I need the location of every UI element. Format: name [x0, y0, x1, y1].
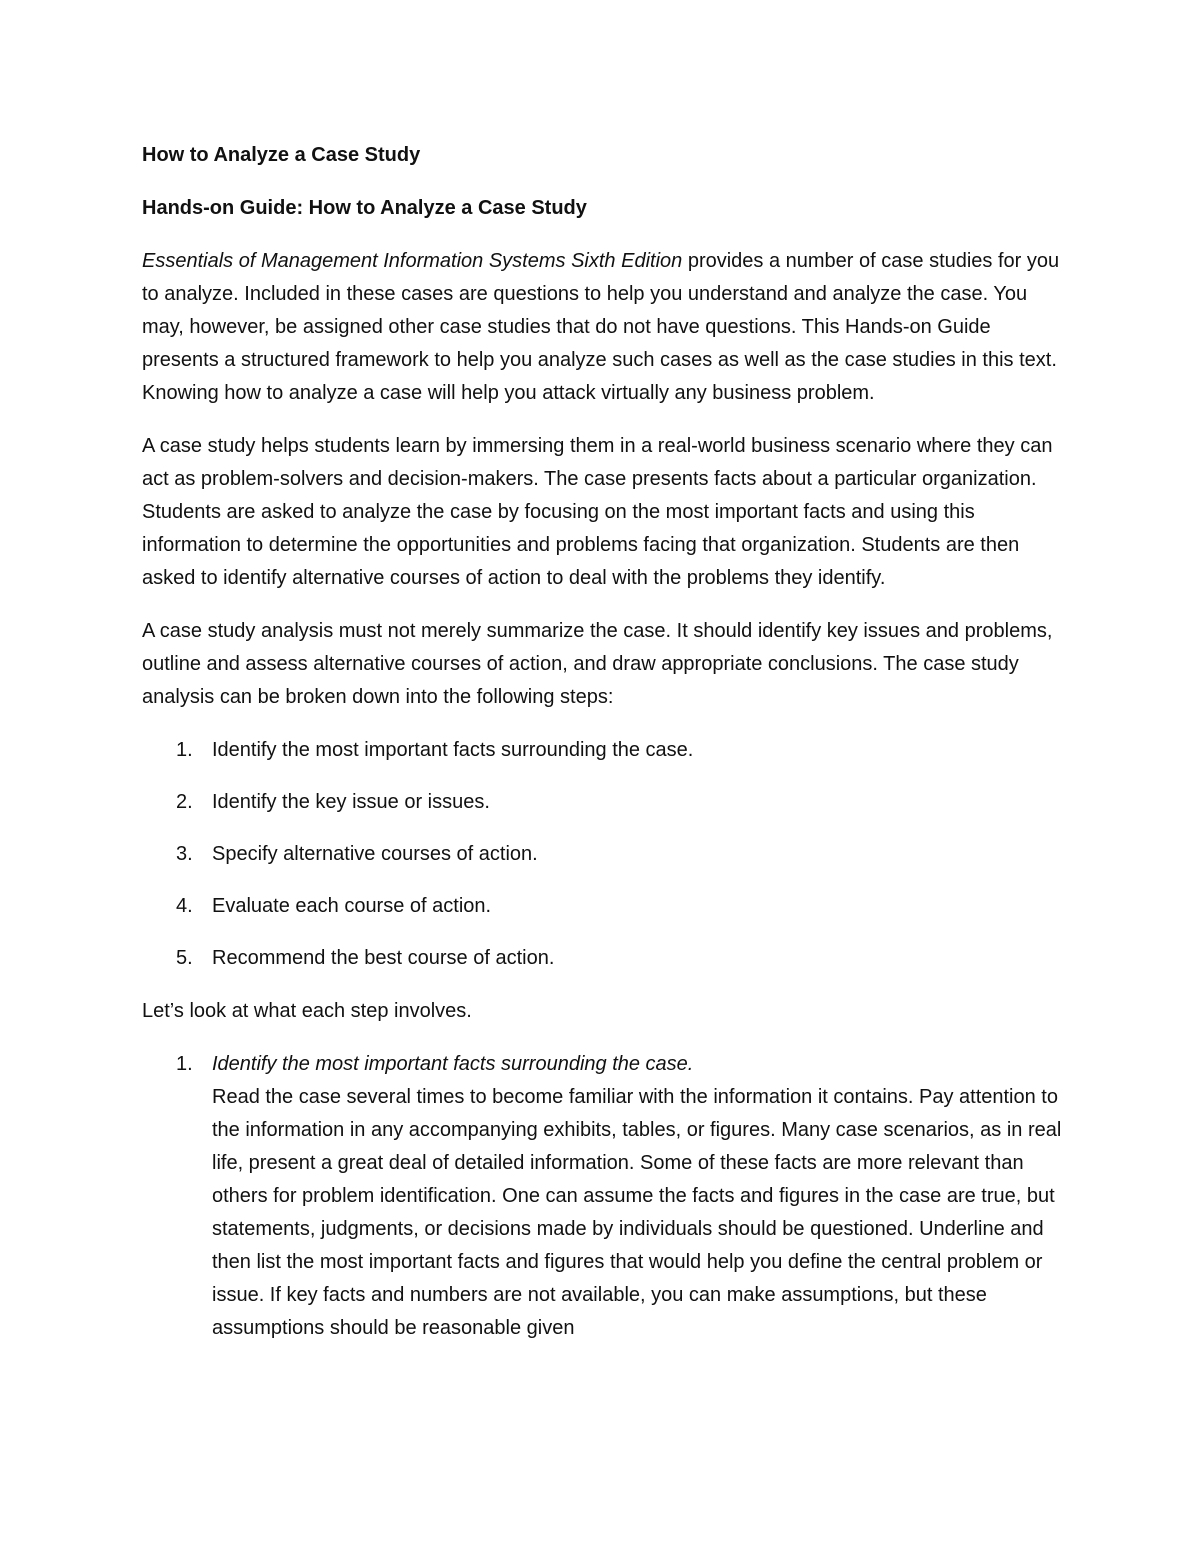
list-number: 5. — [176, 947, 193, 969]
list-number: 2. — [176, 791, 193, 813]
transition-paragraph: Let’s look at what each step involves. — [142, 1000, 472, 1022]
list-item — [142, 786, 1062, 819]
list-item — [142, 838, 1062, 871]
list-item-text: Identify the most important facts surrounding the case. — [212, 739, 694, 761]
list-number: 3. — [176, 843, 193, 865]
list-item — [142, 1048, 1062, 1345]
list-number: 4. — [176, 895, 193, 917]
list-item — [142, 942, 1062, 975]
page-subtitle: Hands-on Guide: How to Analyze a Case Study — [142, 197, 587, 219]
list-item-text: Identify the key issue or issues. — [212, 791, 490, 813]
intro-text: provides a number of case studies for you to analyze. Included in these cases are questions to help you understand and analyze the case. You may, however, be assigned other case studies that do not have questions. This Hands-on Guide presents a structured framework to help you analyze such cases as well as the case studies in this text. Knowing how to analyze a case will help you attack virtually any business problem. — [142, 250, 1060, 404]
list-item — [142, 734, 1062, 767]
document-content — [142, 139, 1062, 1345]
list-number: 1. — [176, 1053, 193, 1075]
intro-paragraph — [142, 245, 1062, 410]
step-detail-body: Read the case several times to become familiar with the information it contains. Pay attention to the information in any accompanying exhibits, tables, or figures. Many case scenarios, as in real life, present a great deal of detailed information. Some of these facts are more relevant than others for problem identification. One can assume the facts and figures in the case are true, but statements, judgments, or decisions made by individuals should be questioned. Underline and then list the most important facts and figures that would help you define the central problem or issue. If key facts and numbers are not available, you can make assumptions, but these assumptions should be reasonable given — [212, 1086, 1062, 1339]
list-item — [142, 890, 1062, 923]
step-detail-list — [142, 1048, 1062, 1345]
list-item-text: Evaluate each course of action. — [212, 895, 492, 917]
page-title: How to Analyze a Case Study — [142, 144, 421, 166]
steps-list — [142, 734, 1062, 975]
list-item-text: Recommend the best course of action. — [212, 947, 555, 969]
book-title: Essentials of Management Information Systems Sixth Edition — [142, 250, 683, 272]
step-detail-heading: Identify the most important facts surrounding the case. — [212, 1053, 694, 1075]
paragraph-analysis-steps-intro: A case study analysis must not merely summarize the case. It should identify key issues and problems, outline and assess alternative courses of action, and draw appropriate conclusions. The case study analysis can be broken down into the following steps: — [142, 620, 1053, 708]
paragraph-case-study-definition: A case study helps students learn by immersing them in a real-world business scenario where they can act as problem-solvers and decision-makers. The case presents facts about a particular organization. Students are asked to analyze the case by focusing on the most important facts and using this information to determine the opportunities and problems facing that organization. Students are then asked to identify alternative courses of action to deal with the problems they identify. — [142, 435, 1053, 589]
list-number: 1. — [176, 739, 193, 761]
list-item-text: Specify alternative courses of action. — [212, 843, 538, 865]
